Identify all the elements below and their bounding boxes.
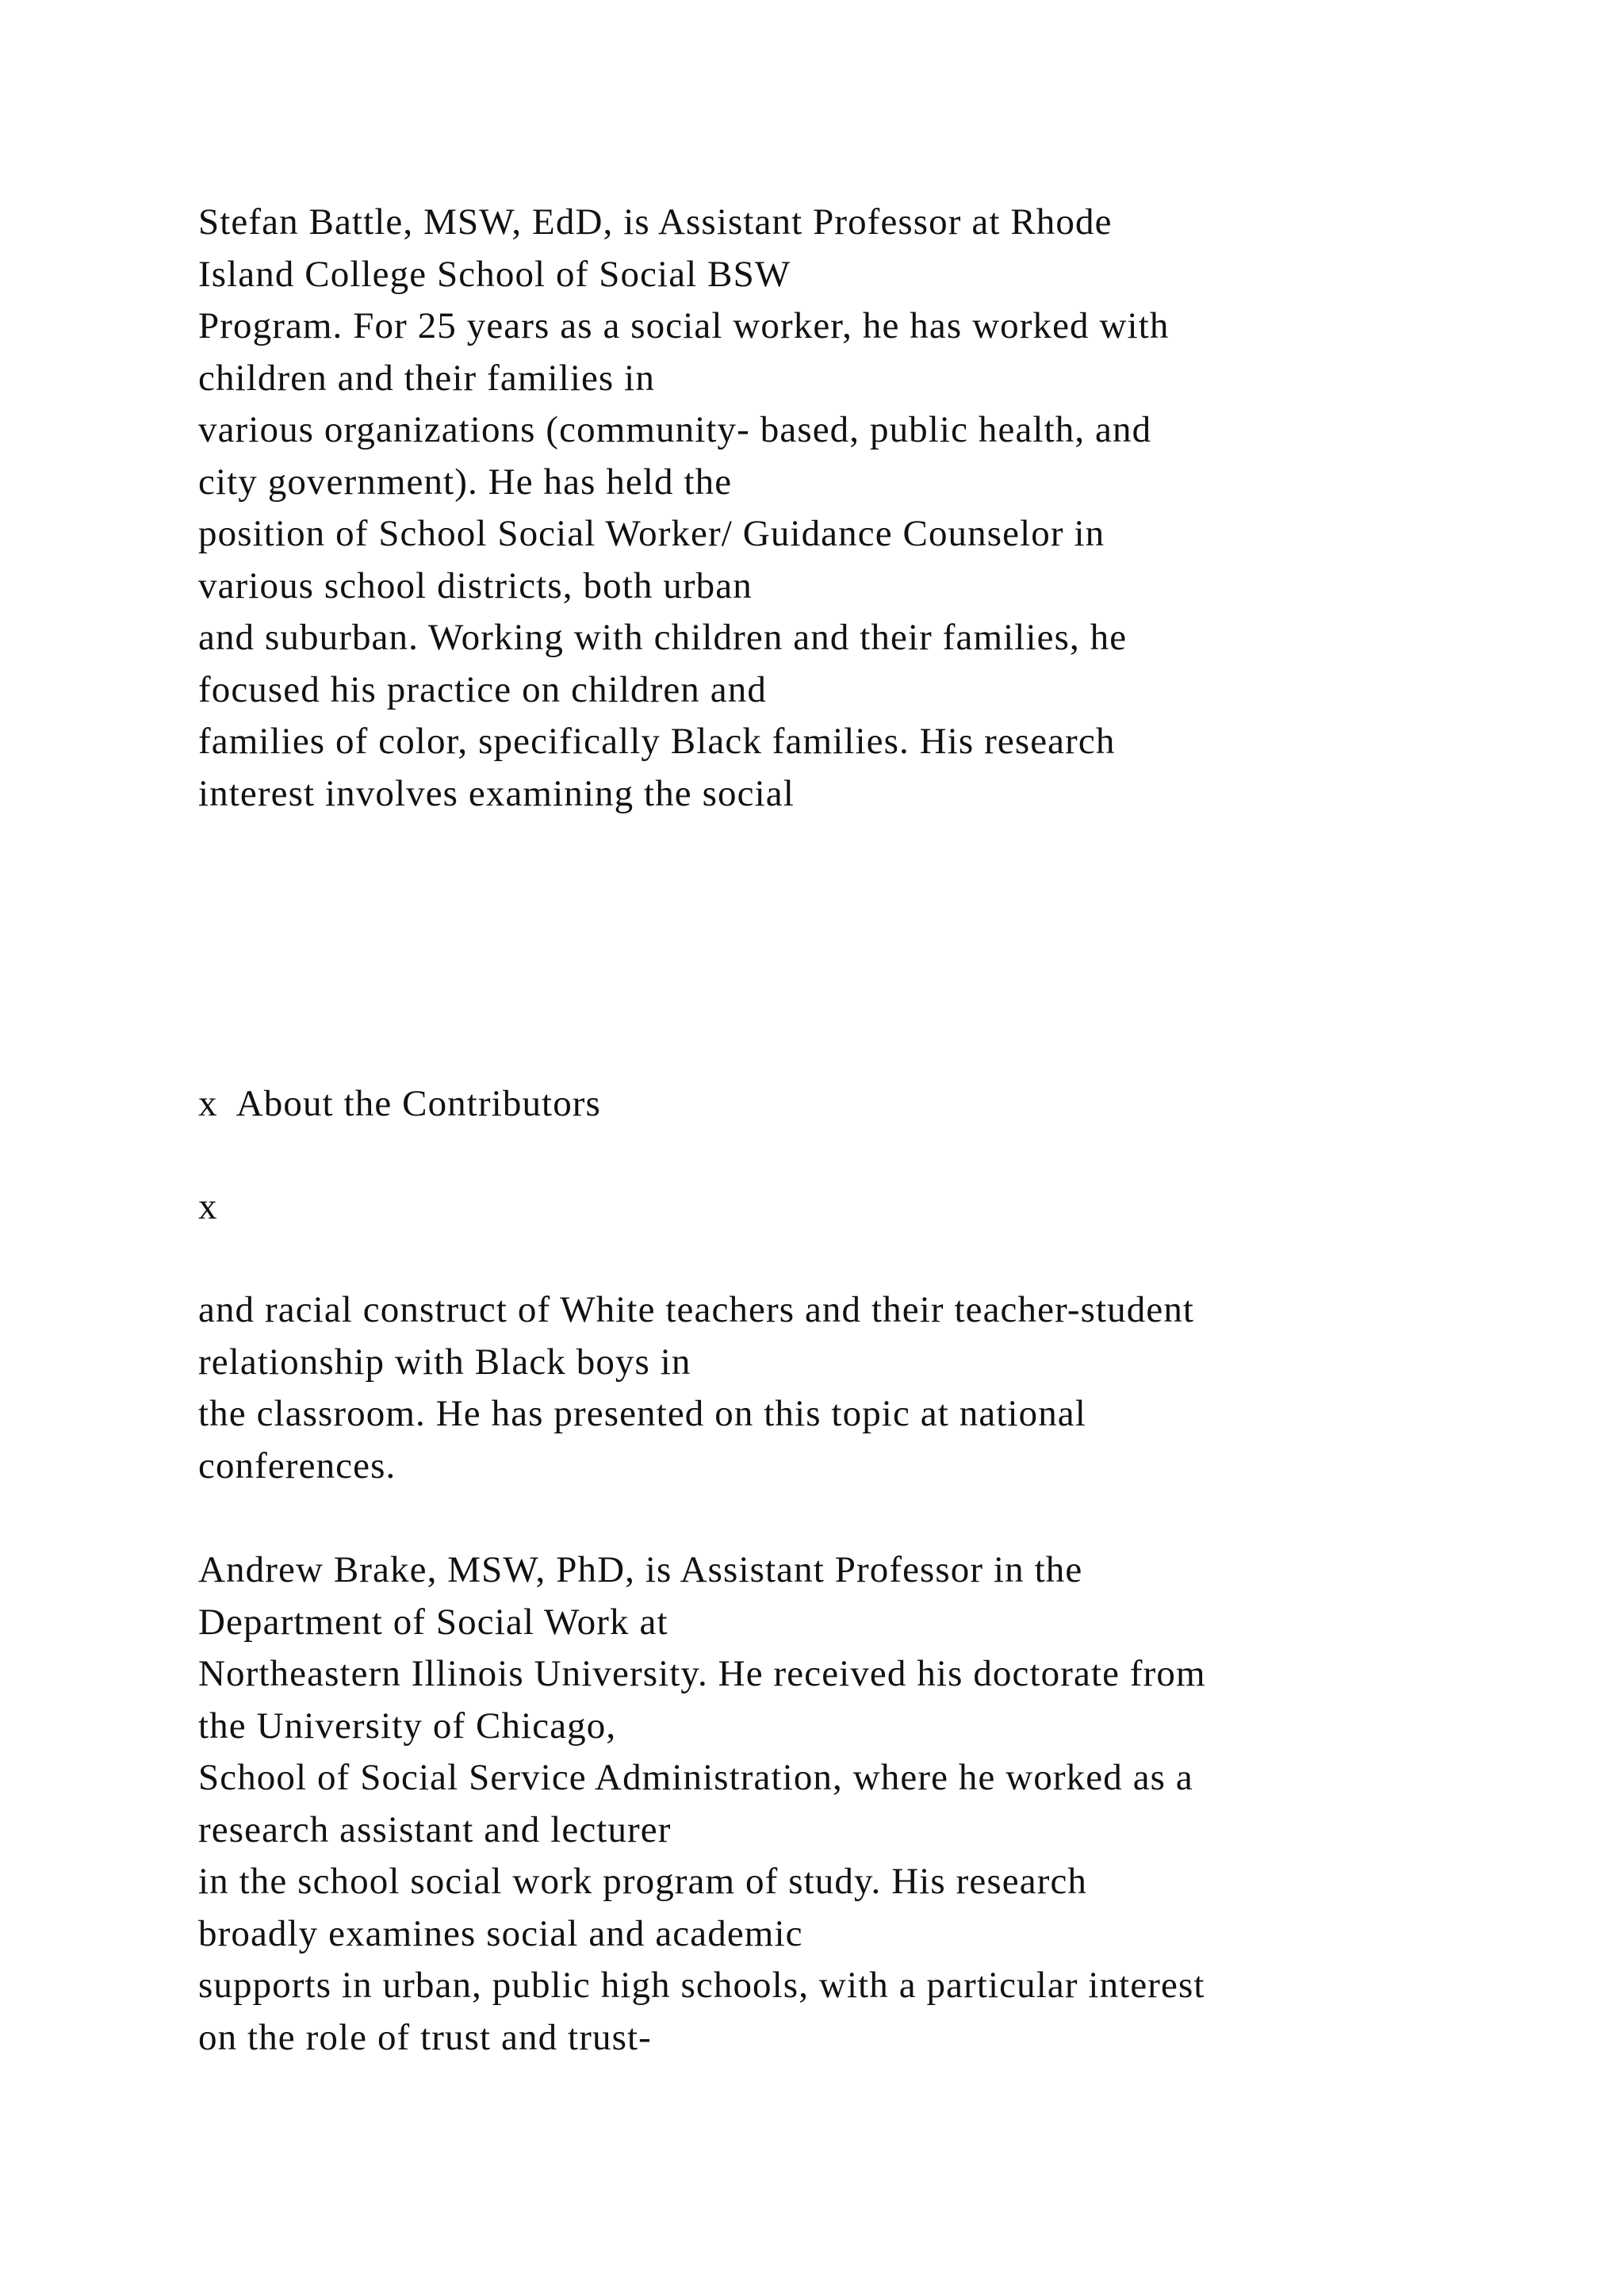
text-line: children and their families in — [198, 357, 655, 399]
page-marker-text: x — [198, 1186, 218, 1227]
text-line: and racial construct of White teachers and their teacher-student — [198, 1289, 1195, 1330]
text-line: interest involves examining the social — [198, 772, 795, 814]
text-line: city government). He has held the — [198, 461, 733, 503]
text-line: supports in urban, public high schools, with a particular interest — [198, 1965, 1205, 2006]
text-line: various school districts, both urban — [198, 564, 753, 607]
text-line: the classroom. He has presented on this topic at national — [198, 1393, 1086, 1434]
text-line: School of Social Service Administration, where he worked as a — [198, 1757, 1193, 1798]
text-line: and suburban. Working with children and their families, he — [198, 617, 1128, 658]
text-line: research assistant and lecturer — [198, 1808, 672, 1850]
text-line: conferences. — [198, 1445, 396, 1487]
text-line: position of School Social Worker/ Guidance Counselor in — [198, 513, 1105, 554]
text-line: focused his practice on children and — [198, 668, 767, 710]
page-marker — [198, 1181, 1546, 1234]
text-line: Stefan Battle, MSW, EdD, is Assistant Professor at Rhode — [198, 201, 1113, 243]
running-header-text: x About the Contributors — [198, 1083, 601, 1124]
running-header — [198, 1078, 1546, 1131]
text-line: in the school social work program of study. His research — [198, 1861, 1088, 1902]
paragraph-stefan-battle — [198, 197, 1546, 820]
text-line: Andrew Brake, MSW, PhD, is Assistant Professor in the — [198, 1549, 1083, 1590]
text-line: Program. For 25 years as a social worker, he has worked with — [198, 305, 1170, 346]
text-line: Northeastern Illinois University. He received his doctorate from — [198, 1653, 1206, 1694]
text-line: broadly examines social and academic — [198, 1912, 803, 1954]
paragraph-continuation — [198, 1284, 1546, 1492]
text-line: various organizations (community- based, public health, and — [198, 409, 1152, 450]
text-line: the University of Chicago, — [198, 1705, 617, 1747]
text-line: Department of Social Work at — [198, 1601, 668, 1643]
text-line: families of color, specifically Black families. His research — [198, 721, 1116, 762]
paragraph-andrew-brake — [198, 1544, 1546, 2064]
text-line: relationship with Black boys in — [198, 1341, 691, 1383]
text-line: on the role of trust and trust- — [198, 2016, 652, 2058]
text-line: Island College School of Social BSW — [198, 253, 791, 295]
